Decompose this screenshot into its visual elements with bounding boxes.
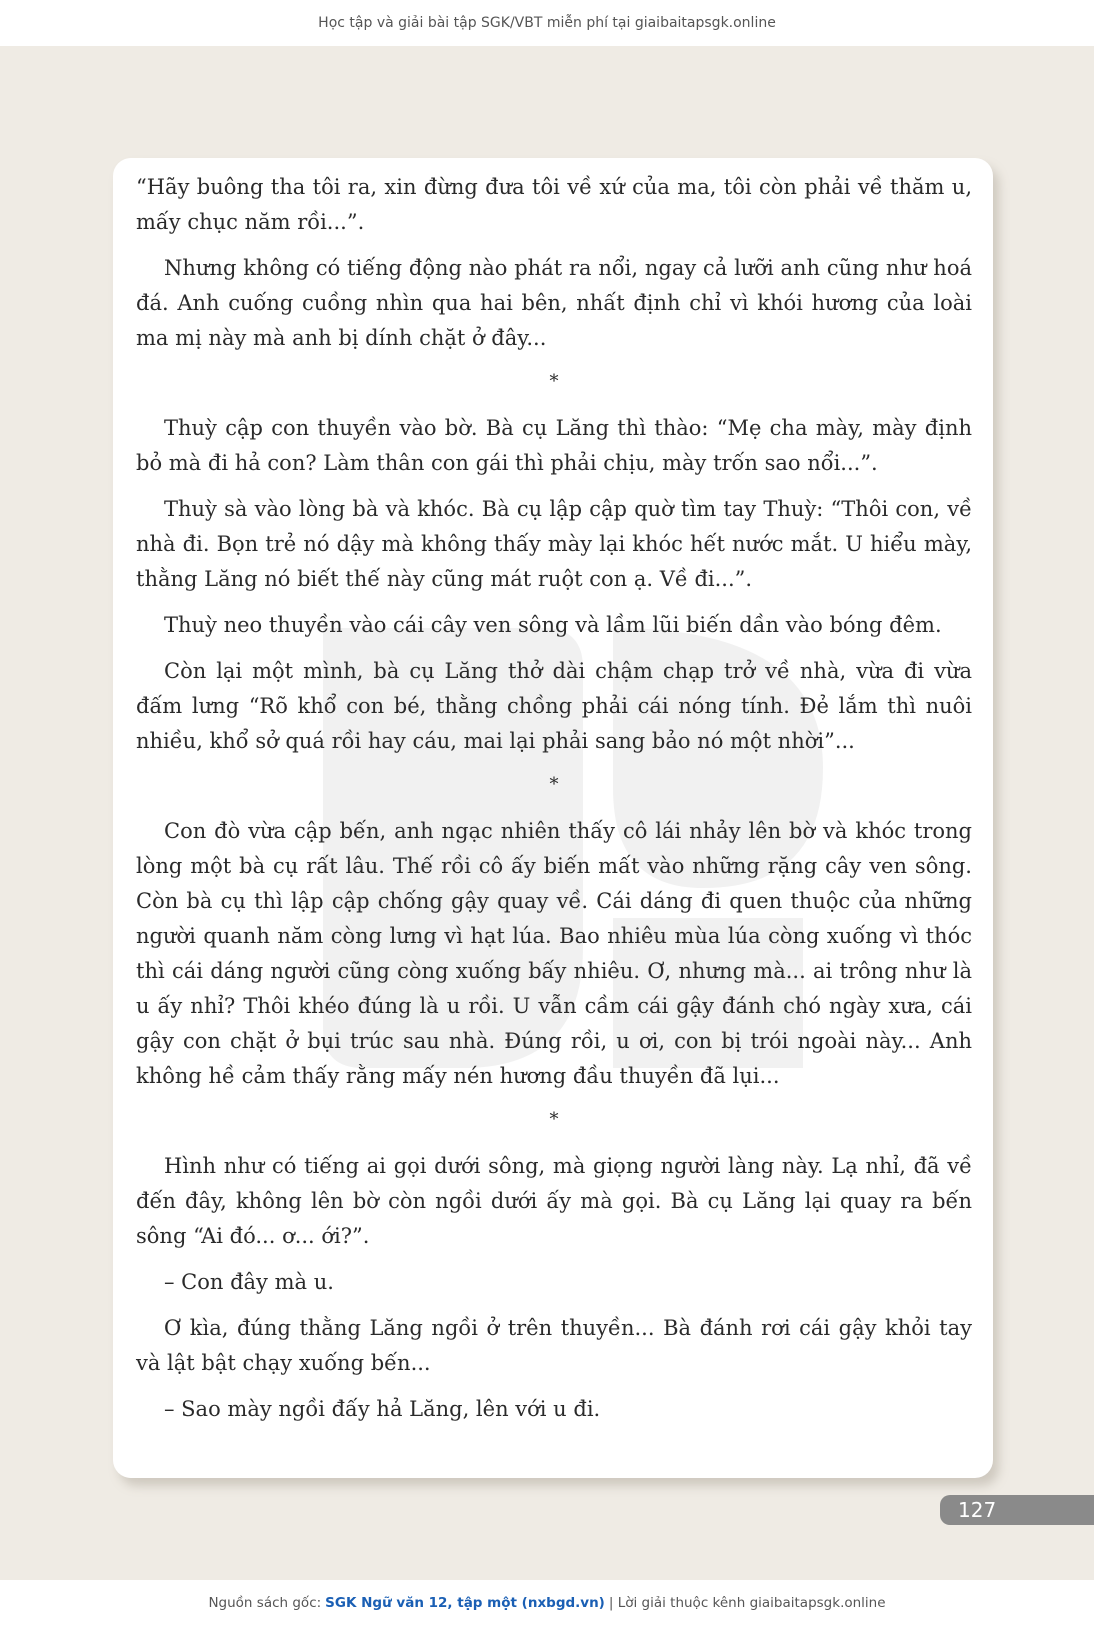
page-number-badge xyxy=(940,1495,1094,1525)
paragraph: Thuỳ cập con thuyền vào bờ. Bà cụ Lăng thì thào: “Mẹ cha mày, mày định bỏ mà đi hả con? Làm thân con gái thì phải chịu, mày trốn sao nổi...”. xyxy=(136,416,972,475)
footer-prefix: Nguồn sách gốc: xyxy=(208,1595,322,1611)
paragraph: Thuỳ neo thuyền vào cái cây ven sông và lầm lũi biến dần vào bóng đêm. xyxy=(164,613,942,637)
footer-suffix: | Lời giải thuộc kênh giaibaitapsgk.online xyxy=(608,1595,886,1611)
page-number: 127 xyxy=(958,1498,997,1522)
paragraph: – Con đây mà u. xyxy=(164,1270,334,1294)
story-text xyxy=(136,170,972,1438)
paragraph: Còn lại một mình, bà cụ Lăng thở dài chậm chạp trở về nhà, vừa đi vừa đấm lưng “Rõ khổ con bé, thằng chồng phải cái nóng tính. Đẻ lắm thì nuôi nhiều, khổ sở quá rồi hay cáu, mai lại phải sang bảo nó một nhời”... xyxy=(136,659,972,753)
paragraph: “Hãy buông tha tôi ra, xin đừng đưa tôi về xứ của ma, tôi còn phải về thăm u, mấy chục năm rồi...”. xyxy=(136,175,972,234)
section-separator: * xyxy=(549,371,559,392)
header-text: Học tập và giải bài tập SGK/VBT miễn phí tại giaibaitapsgk.online xyxy=(318,15,776,31)
paragraph: Hình như có tiếng ai gọi dưới sông, mà giọng người làng này. Lạ nhỉ, đã về đến đây, không lên bờ còn ngồi dưới ấy mà gọi. Bà cụ Lăng lại quay ra bến sông “Ai đó... ơ... ới?”. xyxy=(136,1154,972,1248)
header-bar xyxy=(0,0,1094,46)
section-separator: * xyxy=(549,774,559,795)
paragraph: Con đò vừa cập bến, anh ngạc nhiên thấy cô lái nhảy lên bờ và khóc trong lòng một bà cụ rất lâu. Thế rồi cô ấy biến mất vào những rặng cây ven sông. Còn bà cụ thì lập cập chống gậy quay về. Cái dáng đi quen thuộc của những người quanh năm còng lưng vì hạt lúa. Bao nhiêu mùa lúa còng xuống vì thóc thì cái dáng người cũng còng xuống bấy nhiêu. Ơ, nhưng mà... ai trông như là u ấy nhỉ? Thôi khéo đúng là u rồi. U vẫn cầm cái gậy đánh chó ngày xưa, cái gậy con chặt ở bụi trúc sau nhà. Đúng rồi, u ơi, con bị trói ngoài này... Anh không hề cảm thấy rằng mấy nén hương đầu thuyền đã lụi... xyxy=(136,819,972,1088)
paragraph: Thuỳ sà vào lòng bà và khóc. Bà cụ lập cập quờ tìm tay Thuỳ: “Thôi con, về nhà đi. Bọn trẻ nó dậy mà không thấy mày lại khóc hết nước mắt. U hiểu mày, thằng Lăng nó biết thế này cũng mát ruột con ạ. Về đi...”. xyxy=(136,497,972,591)
paragraph: Nhưng không có tiếng động nào phát ra nổi, ngay cả lưỡi anh cũng như hoá đá. Anh cuống cuồng nhìn qua hai bên, nhất định chỉ vì khói hương của loài ma mị này mà anh bị dính chặt ở đây... xyxy=(136,256,972,350)
section-separator: * xyxy=(549,1109,559,1130)
page-card xyxy=(113,158,993,1478)
footer-bar xyxy=(0,1580,1094,1626)
footer-source-link[interactable]: SGK Ngữ văn 12, tập một (nxbgd.vn) xyxy=(325,1595,605,1611)
paragraph: – Sao mày ngồi đấy hả Lăng, lên với u đi. xyxy=(164,1397,601,1421)
paragraph: Ơ kìa, đúng thằng Lăng ngồi ở trên thuyền... Bà đánh rơi cái gậy khỏi tay và lật bật chạy xuống bến... xyxy=(136,1316,972,1375)
